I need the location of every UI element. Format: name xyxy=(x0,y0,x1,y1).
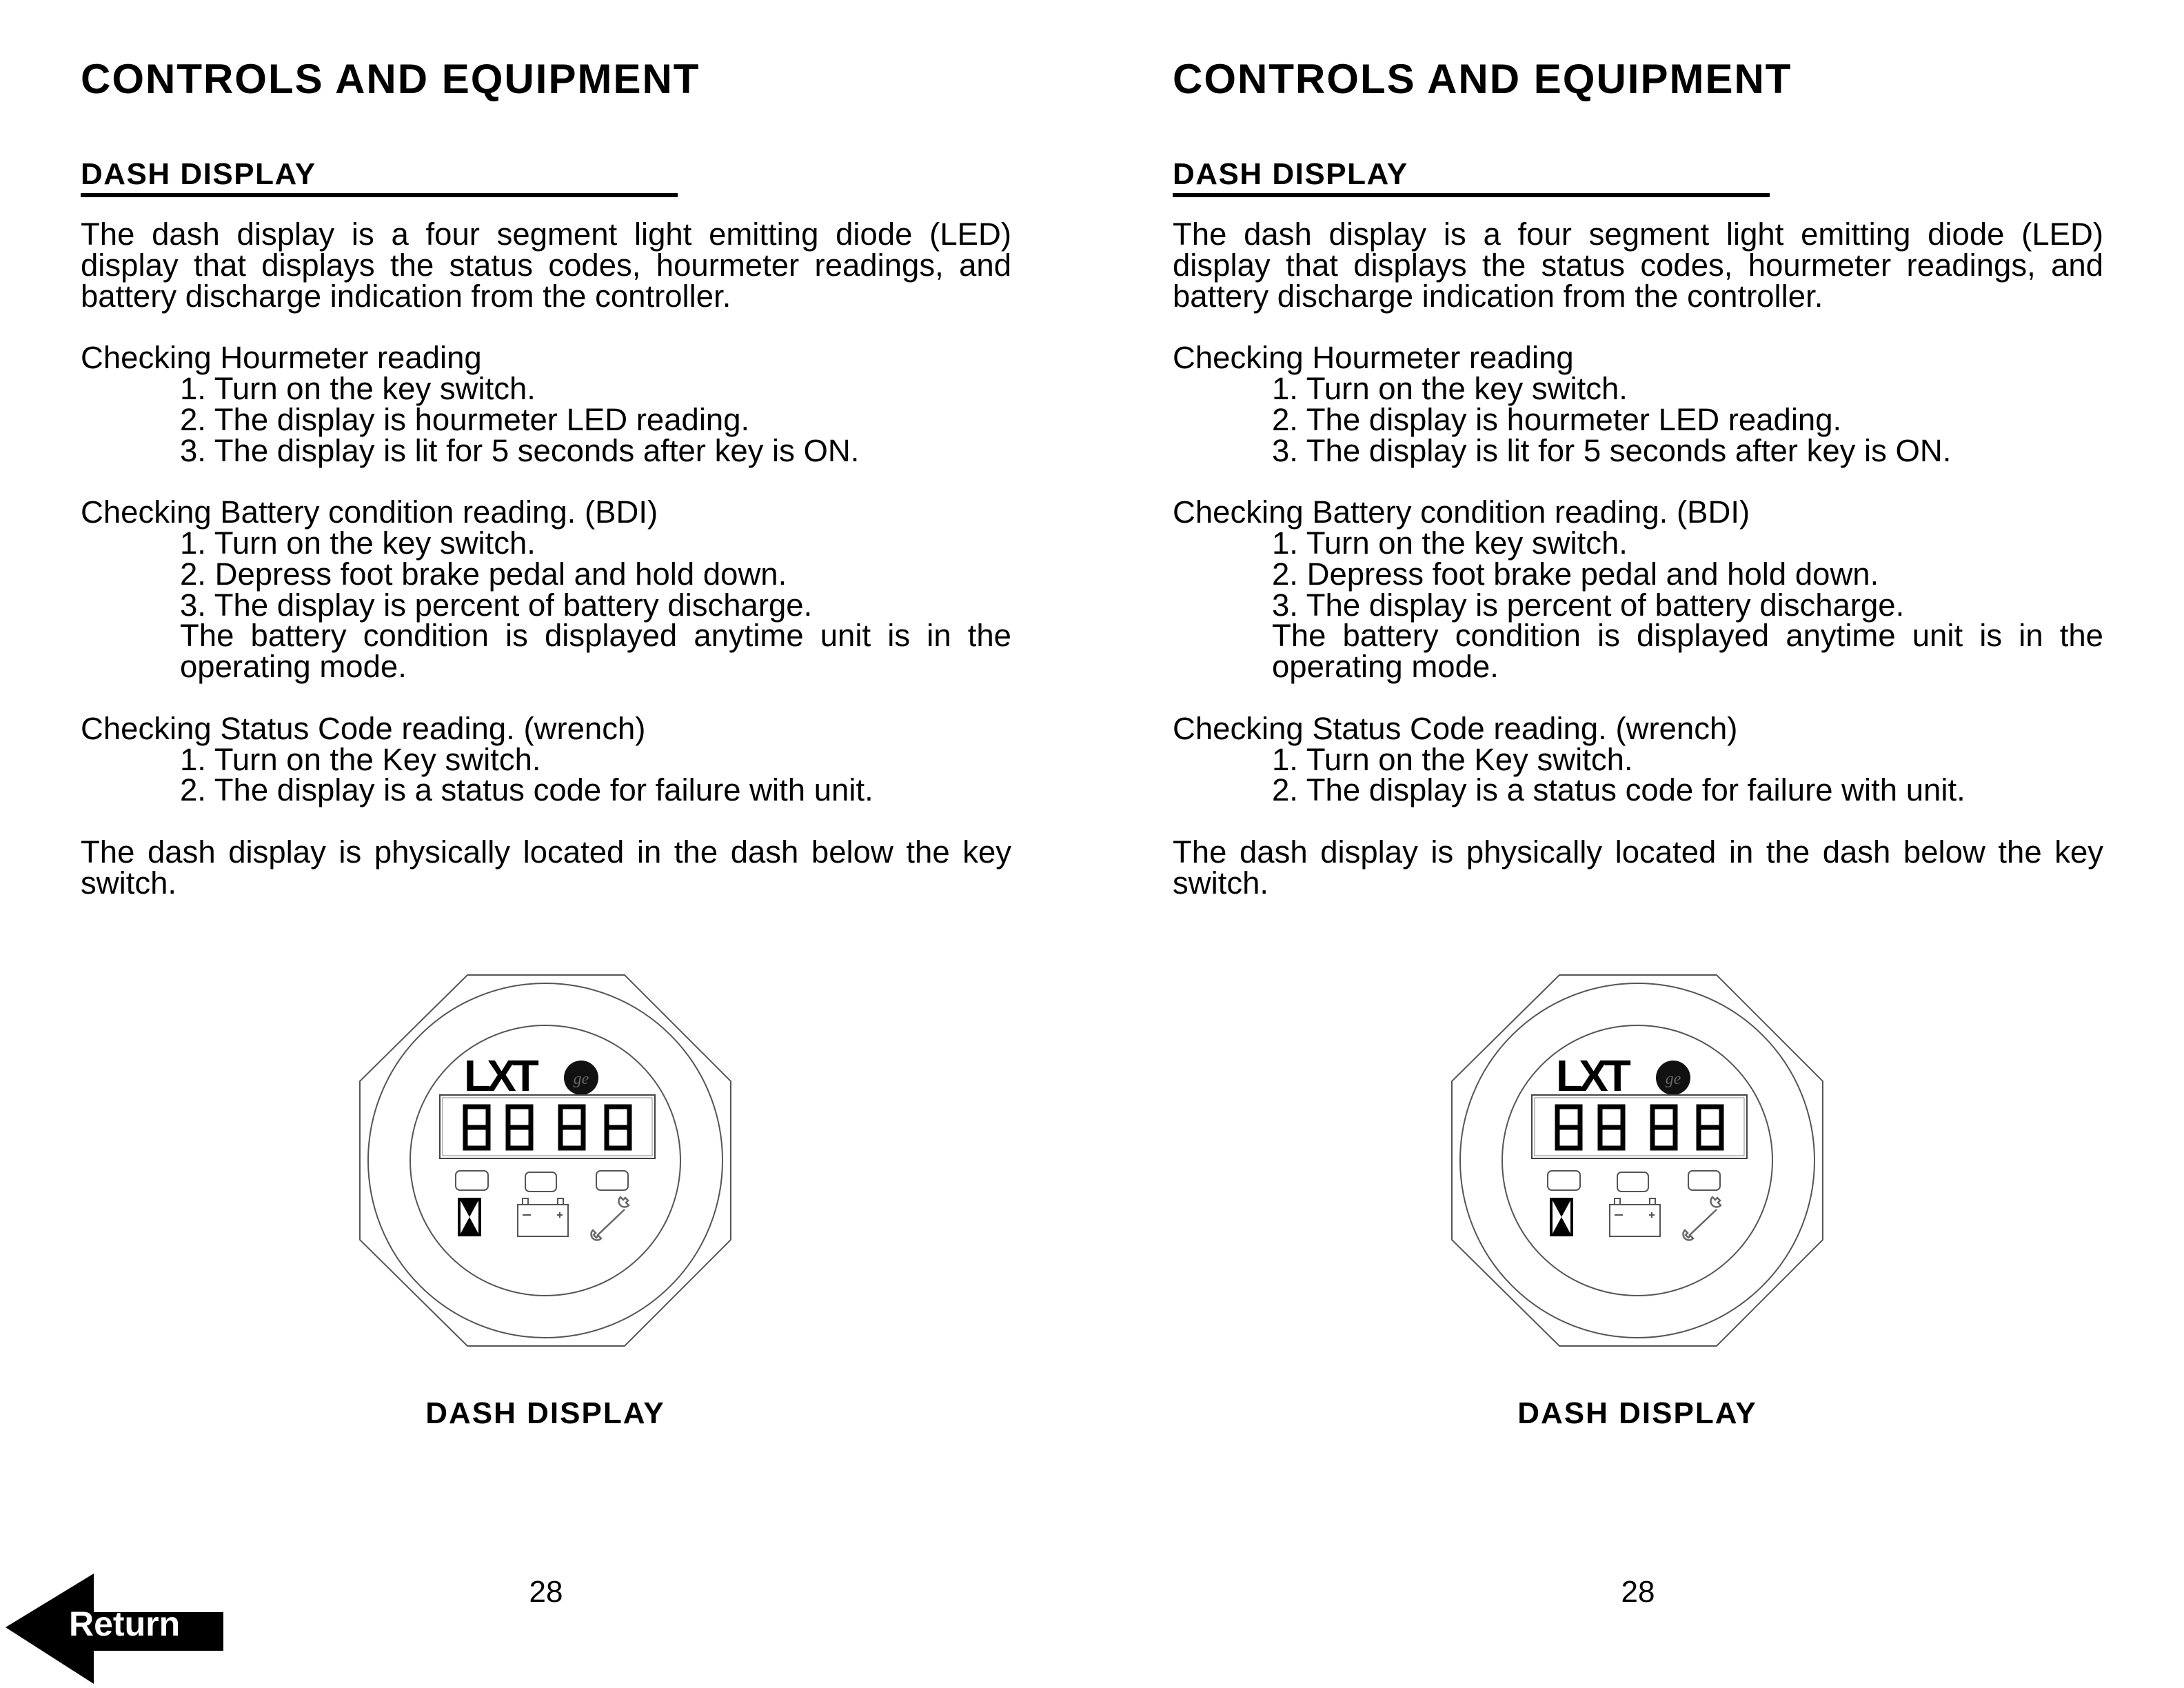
hourmeter-heading: Checking Hourmeter reading xyxy=(1173,340,1574,376)
ge-logo-icon xyxy=(1656,1061,1690,1095)
battery-heading: Checking Battery condition reading. (BDI) xyxy=(1173,494,1750,530)
inner-face xyxy=(410,1025,680,1296)
status-step: 2. The display is a status code for failure with unit. xyxy=(1272,772,1965,808)
figure-caption xyxy=(1092,1396,2184,1431)
indicator-lamps xyxy=(456,1171,628,1192)
figure-caption-text: DASH DISPLAY xyxy=(425,1396,665,1430)
page-number: 28 xyxy=(1621,1575,1655,1609)
brand-lxt: LXT xyxy=(464,1051,535,1101)
outer-ring xyxy=(1460,983,1814,1338)
hourglass-icon xyxy=(1551,1199,1572,1235)
battery-step: 2. Depress foot brake pedal and hold down. xyxy=(180,556,787,592)
hourglass-icon xyxy=(459,1199,480,1235)
page-body xyxy=(81,219,1011,899)
hourmeter-heading: Checking Hourmeter reading xyxy=(81,340,482,376)
section-heading: DASH DISPLAY xyxy=(1173,157,1770,197)
return-label: Return xyxy=(69,1605,181,1643)
return-button[interactable] xyxy=(6,1574,223,1684)
hourmeter-step: 2. The display is hourmeter LED reading. xyxy=(180,401,750,437)
battery-note: The battery condition is displayed anytime unit is in the operating mode. xyxy=(1272,618,2103,685)
battery-icon xyxy=(1610,1198,1660,1236)
dash-display-figure xyxy=(1449,972,1826,1349)
battery-note: The battery condition is displayed anytime unit is in the operating mode. xyxy=(180,618,1011,685)
svg-text:ge: ge xyxy=(573,1070,589,1088)
status-step: 1. Turn on the Key switch. xyxy=(180,741,541,777)
status-step: 1. Turn on the Key switch. xyxy=(1272,741,1633,777)
wrench-icon xyxy=(592,1197,629,1240)
manual-page-right xyxy=(1092,0,2184,1688)
battery-step: 1. Turn on the key switch. xyxy=(180,525,536,561)
brand-lxt: LXT xyxy=(1556,1051,1627,1101)
battery-heading: Checking Battery condition reading. (BDI) xyxy=(81,494,658,530)
battery-step: 3. The display is percent of battery discharge. xyxy=(1272,587,1905,623)
status-step: 2. The display is a status code for failure with unit. xyxy=(180,772,873,808)
figure-caption xyxy=(0,1396,1092,1431)
ge-logo-icon xyxy=(564,1061,598,1095)
hourmeter-step: 3. The display is lit for 5 seconds after key is ON. xyxy=(180,432,860,468)
indicator-lamps xyxy=(1548,1171,1720,1192)
battery-icon xyxy=(518,1198,568,1236)
intro-paragraph: The dash display is a four segment light emitting diode (LED) display that displays the status codes, hourmeter readings, and battery discharge indication from the controller. xyxy=(81,217,1011,314)
led-digits xyxy=(465,1107,629,1148)
location-paragraph: The dash display is physically located in the dash below the key switch. xyxy=(1173,834,2103,901)
led-digits xyxy=(1557,1107,1721,1148)
inner-face xyxy=(1502,1025,1772,1296)
section-heading: DASH DISPLAY xyxy=(81,157,678,197)
page-title: CONTROLS AND EQUIPMENT xyxy=(81,56,700,102)
page-body xyxy=(1173,219,2103,899)
intro-paragraph: The dash display is a four segment light emitting diode (LED) display that displays the status codes, hourmeter readings, and battery discharge indication from the controller. xyxy=(1173,217,2103,314)
hourmeter-step: 1. Turn on the key switch. xyxy=(1272,370,1628,406)
page-number: 28 xyxy=(529,1575,563,1609)
battery-step: 2. Depress foot brake pedal and hold down. xyxy=(1272,556,1879,592)
dash-bezel-octagon xyxy=(1452,975,1823,1346)
figure-caption-text: DASH DISPLAY xyxy=(1517,1396,1757,1430)
hourmeter-step: 1. Turn on the key switch. xyxy=(180,370,536,406)
hourmeter-step: 3. The display is lit for 5 seconds after key is ON. xyxy=(1272,432,1952,468)
hourmeter-step: 2. The display is hourmeter LED reading. xyxy=(1272,401,1842,437)
outer-ring xyxy=(368,983,722,1338)
status-heading: Checking Status Code reading. (wrench) xyxy=(1173,710,1738,746)
status-heading: Checking Status Code reading. (wrench) xyxy=(81,710,646,746)
page-title: CONTROLS AND EQUIPMENT xyxy=(1173,56,1792,102)
dash-bezel-octagon xyxy=(360,975,731,1346)
battery-step: 3. The display is percent of battery discharge. xyxy=(180,587,813,623)
wrench-icon xyxy=(1684,1197,1721,1240)
location-paragraph: The dash display is physically located in the dash below the key switch. xyxy=(81,834,1011,901)
battery-step: 1. Turn on the key switch. xyxy=(1272,525,1628,561)
dash-display-figure xyxy=(357,972,734,1349)
svg-text:ge: ge xyxy=(1665,1070,1681,1088)
